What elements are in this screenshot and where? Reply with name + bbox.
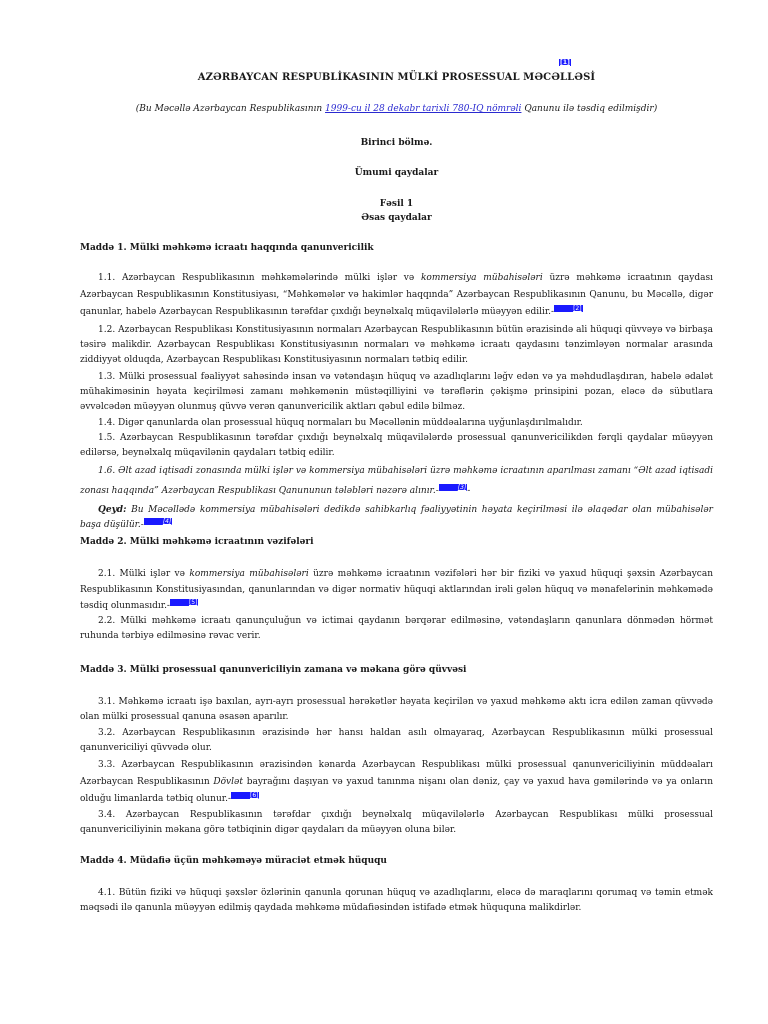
article-1-paragraph-1: 1.1. Azərbaycan Respublikasının məhkəmələrində mülki işlər və kommersiya mübahisələri üzrə məhkəmə icraatının qaydası Azərbaycan Respublikasının Konstitusiyası, “Məhkəmələr və hakimlər haqqında” Azərbaycan Respublikasının Qanunu, bu Məcəllə, digər qanunlar, habelə Azərbaycan Respublikasının tərəfdar çıxdığı beynəlxalq müqavilələrlə müəyyən edilir.- [2] xyxy=(80,273,713,317)
article-2-heading: Maddə 2. Mülki məhkəmə icraatının vəzifələri xyxy=(80,537,314,547)
chapter-heading: Fəsil 1 xyxy=(379,199,414,209)
article-1-paragraph-6: 1.6. Əlt azad iqtisadi zonasında mülki işlər və kommersiya mübahisələri üzrə məhkəmə icraatının aparılması zamanı “Əlt azad iqtisadi zonası haqqında” Azərbaycan Respublikası Qanununun tələbləri nəzərə alınır.- [3]- xyxy=(80,466,713,496)
article-3-paragraph-1: 3.1. Məhkəmə icraatı işə baxılan, ayrı-ayrı prosessual hərəkətlər həyata keçirilən və yaxud məhkəmə aktı icra edilən zaman qüvvədə olan mülki prosessual qanuna əsasən aparılır. xyxy=(80,697,713,722)
footnote-link-4[interactable]: [4] xyxy=(144,518,173,525)
article-3-paragraph-3: 3.3. Azərbaycan Respublikasının ərazisindən kənarda Azərbaycan Respublikası mülki prosessual qanunvericiliyinin müddəaları Azərbaycan Respublikasının Dövlət bayrağını daşıyan və yaxud tanınma nişanı olan dəniz, çay və yaxud hava gəmilərində və ya onların olduğu limanlarda tətbiq olunur.- [6] xyxy=(80,760,713,804)
approval-note-prefix: (Bu Məcəllə Azərbaycan Respublikasının xyxy=(135,104,326,114)
footnote-link-5[interactable]: [5] xyxy=(170,599,199,606)
title-text: AZƏRBAYCAN RESPUBLİKASININ MÜLKİ PROSESSUAL MƏCƏLLƏSİ xyxy=(197,72,596,83)
approval-note xyxy=(80,104,713,114)
article-2-paragraph-2: 2.2. Mülki məhkəmə icraatı qanunçuluğun və ictimai qaydanın bərqərar edilməsinə, vətəndaşların qanunlara dönmədən hörmət ruhunda tərbiyə edilməsinə rəvac verir. xyxy=(80,616,713,641)
article-4-heading: Maddə 4. Müdafiə üçün məhkəməyə müraciət etmək hüququ xyxy=(80,856,387,866)
article-1-paragraph-4: 1.4. Digər qanunlarda olan prosessual hüquq normaları bu Məcəllənin müddəalarına uyğunlaşdırılmalıdır. xyxy=(98,418,583,428)
article-3-paragraph-2: 3.2. Azərbaycan Respublikasının ərazisində hər hansı haldan asılı olmayaraq, Azərbaycan Respublikasının mülki prosessual qanunvericiliyi qüvvədə olur. xyxy=(80,728,713,753)
part-title: Ümumi qaydalar xyxy=(354,168,439,178)
article-1-heading: Maddə 1. Mülki məhkəmə icraatı haqqında qanunvericilik xyxy=(80,243,374,253)
part-heading: Birinci bölmə. xyxy=(360,138,433,148)
article-2-paragraph-1: 2.1. Mülki işlər və kommersiya mübahisələri üzrə məhkəmə icraatının vəzifələri hər bir fiziki və yaxud hüquqi şəxsin Azərbaycan Respublikasının Konstitusiyasından, qanunlarından və digər normativ hüquqi aktlarından irəli gələn hüquq və mənafelərinin məhkəmədə təsdiq olunmasıdır.- [5] xyxy=(80,569,713,611)
article-1-note: Qeyd: Bu Məcəllədə kommersiya mübahisələri dedikdə sahibkarlıq fəaliyyətinin həyata keçirilməsi ilə əlaqədar olan mübahisələr başa düşülür.- [4] xyxy=(80,505,713,530)
article-4-paragraph-1: 4.1. Bütün fiziki və hüquqi şəxslər özlərinin qanunla qorunan hüquq və azadlıqlarını, eləcə də maraqlarını qorumaq və təmin etmək məqsədi ilə qanunla müəyyən edilmiş qaydada məhkəmə müdafiəsindən istifadə etmək hüququna malikdirlər. xyxy=(80,888,713,913)
footnote-link-2[interactable]: [2] xyxy=(554,305,583,312)
law-reference-link[interactable]: 1999-cu il 28 dekabr tarixli 780-IQ nömrəli xyxy=(325,104,522,114)
article-1-paragraph-3: 1.3. Mülki prosessual fəaliyyət sahəsində insan və vətəndaşın hüquq və azadlıqlarını ləğv edən və ya məhdudlaşdıran, habelə ədalət mühakiməsinin həyata keçirilməsi zamanı məhkəmənin müstəqilliyini və tərəflərin çəkişmə prinsipini pozan, eləcə də sübutlara əvvəlcədən müəyyən olunmuş qüvvə verən qanunvericilik aktları qəbul edilə bilməz. xyxy=(80,372,713,412)
article-1-paragraph-2: 1.2. Azərbaycan Respublikası Konstitusiyasının normaları Azərbaycan Respublikasının bütün ərazisində ali hüquqi qüvvəyə və birbaşa təsirə malikdir. Azərbaycan Respublikası Konstitusiyasının normaları və məhkəmə icraatı qaydasını tənzimləyən normalar arasında ziddiyyət olduqda, Azərbaycan Respublikası Konstitusiyasının normaları tətbiq edilir. xyxy=(80,325,713,365)
document-title xyxy=(80,59,713,83)
footnote-link-1[interactable]: [1] xyxy=(560,59,570,66)
article-3-heading: Maddə 3. Mülki prosessual qanunvericiliyin zamana və məkana görə qüvvəsi xyxy=(80,665,467,675)
note-label: Qeyd: xyxy=(98,505,127,515)
chapter-title: Əsas qaydalar xyxy=(361,213,432,223)
article-3-paragraph-4: 3.4. Azərbaycan Respublikasının tərəfdar çıxdığı beynəlxalq müqavilələrlə Azərbaycan Respublikası mülki prosessual qanunvericiliyinin məkana görə tətbiqinin digər qaydaları da müəyyən oluna bilər. xyxy=(80,810,713,835)
footnote-link-3[interactable]: [3] xyxy=(439,484,468,491)
article-1-paragraph-5: 1.5. Azərbaycan Respublikasının tərəfdar çıxdığı beynəlxalq müqavilələrdə prosessual qanunvericilikdən fərqli qaydalar müəyyən edilərsə, beynəlxalq müqavilənin qaydaları tətbiq edilir. xyxy=(80,433,713,458)
approval-note-suffix: Qanunu ilə təsdiq edilmişdir) xyxy=(521,104,658,114)
footnote-link-6[interactable]: [6] xyxy=(231,792,260,799)
